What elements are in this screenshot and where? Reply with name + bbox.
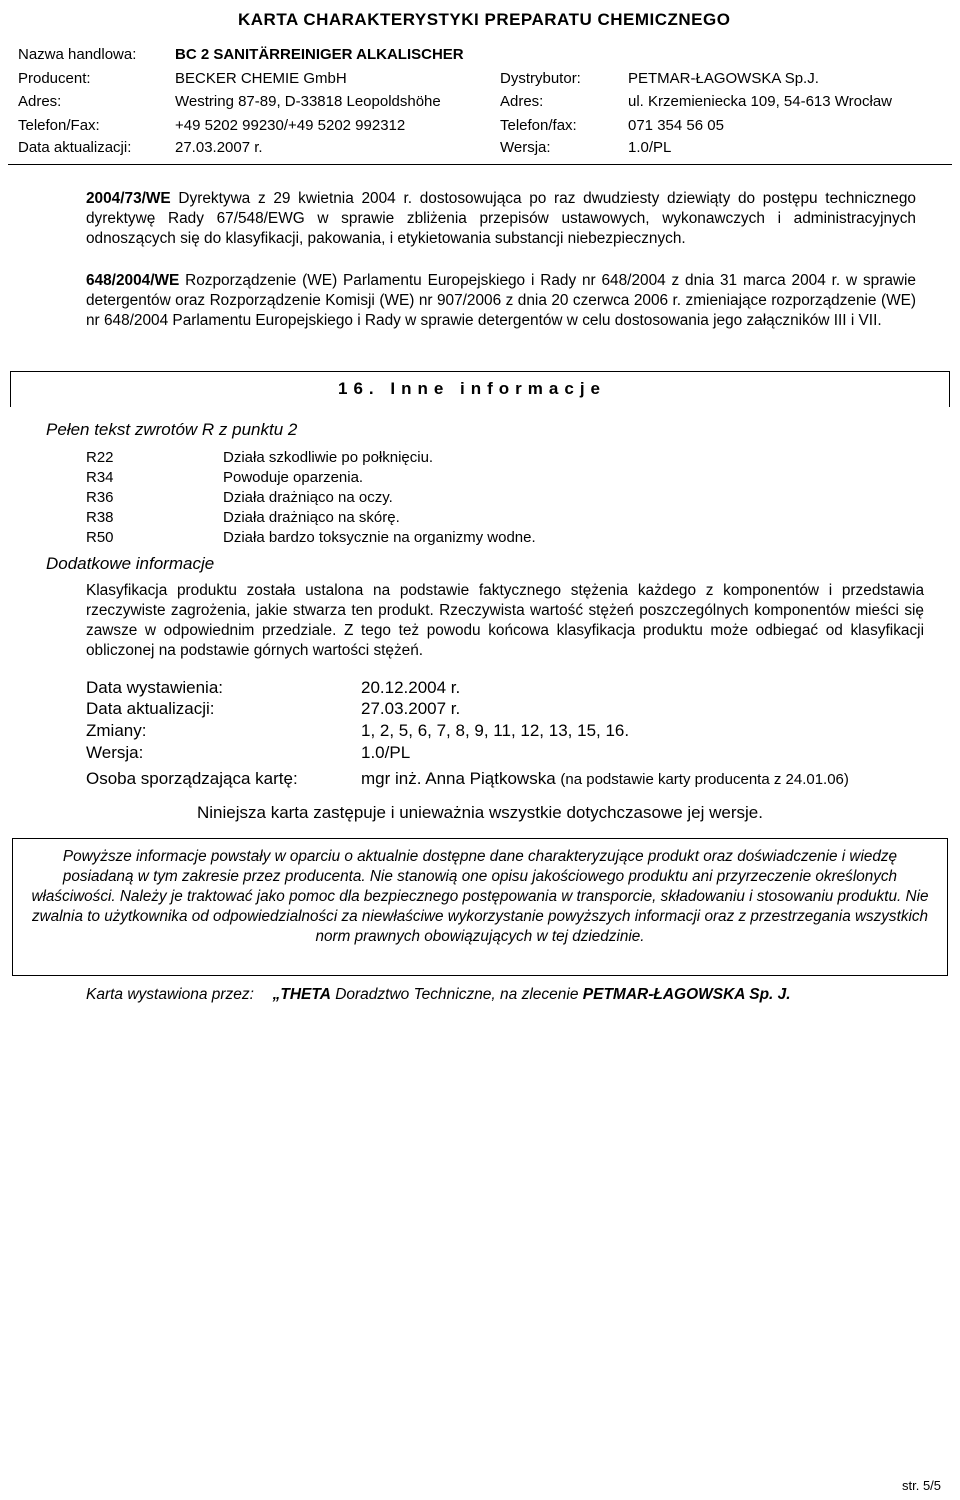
list-item: [86, 488, 393, 508]
issued-by-label: Karta wystawiona przez:: [86, 986, 254, 1003]
meta-value: 27.03.2007 r.: [361, 699, 461, 718]
distributor-address-label: Adres:: [500, 93, 544, 110]
r-phrases-heading: Pełen tekst zwrotów R z punktu 2: [46, 420, 298, 439]
regulation-ref: 648/2004/WE: [86, 272, 180, 289]
replacement-note: Niniejsza karta zastępuje i unieważnia wszystkie dotychczasowe jej wersje.: [197, 803, 763, 822]
company-name: THETA: [280, 986, 331, 1003]
distributor-phone-value: 071 354 56 05: [628, 117, 724, 134]
company-open-quote: „: [272, 986, 281, 1003]
issued-by-line: [86, 986, 791, 1004]
regulation-ref: 2004/73/WE: [86, 190, 171, 207]
meta-label: Wersja:: [86, 743, 144, 762]
r-text: Działa drażniąco na oczy.: [223, 489, 393, 506]
disclaimer-box: [12, 838, 948, 976]
author-name: mgr inż. Anna Piątkowska: [361, 769, 556, 788]
company-rest: Doradztwo Techniczne, na zlecenie: [330, 986, 583, 1003]
distributor-value: PETMAR-ŁAGOWSKA Sp.J.: [628, 70, 819, 87]
r-text: Powoduje oparzenia.: [223, 469, 364, 486]
distributor-address-value: ul. Krzemieniecka 109, 54-613 Wrocław: [628, 93, 893, 110]
trade-name-label: Nazwa handlowa:: [18, 46, 137, 63]
update-date-value: 27.03.2007 r.: [175, 139, 263, 156]
producer-label: Producent:: [18, 70, 91, 87]
header-divider: [8, 164, 952, 165]
meta-label: Data wystawienia:: [86, 678, 224, 697]
list-item: [86, 448, 433, 468]
client-name: PETMAR-ŁAGOWSKA Sp. J.: [582, 986, 791, 1003]
regulation-2004-73: [86, 189, 916, 249]
r-text: Działa drażniąco na skórę.: [223, 509, 400, 526]
r-text: Działa szkodliwie po połknięciu.: [223, 449, 434, 466]
author-value: [361, 768, 849, 791]
regulation-text: Rozporządzenie (WE) Parlamentu Europejskiego i Rady nr 648/2004 z dnia 31 marca 2004 r. w sprawie detergentów oraz Rozporządzenie Komisji (WE) nr 907/2006 z dnia 20 czerwca 2006 r. zmieniające rozporządzenie (WE) nr 648/2004 Parlamentu Europejskiego i Rady w sprawie detergentów w celu dostosowania jego załączników III i VII.: [86, 272, 916, 329]
producer-phone-value: +49 5202 99230/+49 5202 992312: [175, 117, 406, 134]
meta-value: 1.0/PL: [361, 743, 411, 762]
list-item: [86, 508, 400, 528]
r-text: Działa bardzo toksycznie na organizmy wodne.: [223, 529, 536, 546]
producer-address-label: Adres:: [18, 93, 62, 110]
page-number: str. 5/5: [902, 1478, 942, 1493]
additional-info-heading: Dodatkowe informacje: [46, 554, 215, 573]
document-title: KARTA CHARAKTERYSTYKI PREPARATU CHEMICZNEGO: [238, 10, 731, 29]
producer-address-value: Westring 87-89, D-33818 Leopoldshöhe: [175, 93, 441, 110]
distributor-phone-label: Telefon/fax:: [500, 117, 577, 134]
r-code: R38: [86, 509, 114, 526]
version-label: Wersja:: [500, 139, 551, 156]
r-code: R22: [86, 449, 114, 466]
trade-name-value: BC 2 SANITÄRREINIGER ALKALISCHER: [175, 46, 464, 63]
update-date-label: Data aktualizacji:: [18, 139, 132, 156]
meta-value: 20.12.2004 r.: [361, 678, 461, 697]
regulation-648-2004: [86, 271, 916, 331]
meta-label: Data aktualizacji:: [86, 699, 215, 718]
r-code: R36: [86, 489, 114, 506]
regulation-text: Dyrektywa z 29 kwietnia 2004 r. dostosowująca po raz dwudziesty dziewiąty do postępu technicznego dyrektywę Rady 67/548/EWG w sprawie zbliżenia przepisów ustawowych, wykonawczych i administracyjnych odnoszących się do klasyfikacji, pakowania, i etykietowania substancji niebezpiecznych.: [86, 190, 916, 247]
author-note: (na podstawie karty producenta z 24.01.06): [560, 771, 849, 788]
r-code: R34: [86, 469, 114, 486]
meta-value: 1, 2, 5, 6, 7, 8, 9, 11, 12, 13, 15, 16.: [361, 721, 630, 740]
list-item: [86, 528, 536, 548]
producer-value: BECKER CHEMIE GmbH: [175, 70, 347, 87]
section-16-title: 16. Inne informacje: [338, 379, 606, 398]
additional-info-text: Klasyfikacja produktu została ustalona na podstawie faktycznego stężenia każdego z komponentów i przedstawia rzeczywiste zagrożenia, jakie stwarza ten produkt. Rzeczywista wartość stężeń poszczególnych komponentów mieści się zawsze w odpowiednim przedziale. Z tego też powodu końcowa klasyfikacja produktu może odbiegać od klasyfikacji obliczonej na podstawie górnych wartości stężeń.: [86, 582, 924, 659]
producer-phone-label: Telefon/Fax:: [18, 117, 100, 134]
r-code: R50: [86, 529, 114, 546]
author-label: Osoba sporządzająca kartę:: [86, 769, 298, 788]
version-value: 1.0/PL: [628, 139, 672, 156]
distributor-label: Dystrybutor:: [500, 70, 581, 87]
meta-label: Zmiany:: [86, 721, 147, 740]
list-item: [86, 468, 363, 488]
disclaimer-text: Powyższe informacje powstały w oparciu o aktualnie dostępne dane charakteryzujące produkt oraz doświadczenie i wiedzę posiadaną w tym zakresie przez producenta. Nie stanowią one opisu jakościowego produktu ani przyrzeczenie określonych właściwości. Należy je traktować jako pomoc dla bezpiecznego postępowania w transporcie, składowaniu i stosowaniu produktu. Nie zwalnia to użytkownika od odpowiedzialności za niewłaściwe wykorzystanie powyższych informacji oraz z przestrzegania wszystkich norm prawnych obowiązujących w tej dziedzinie.: [31, 848, 929, 945]
